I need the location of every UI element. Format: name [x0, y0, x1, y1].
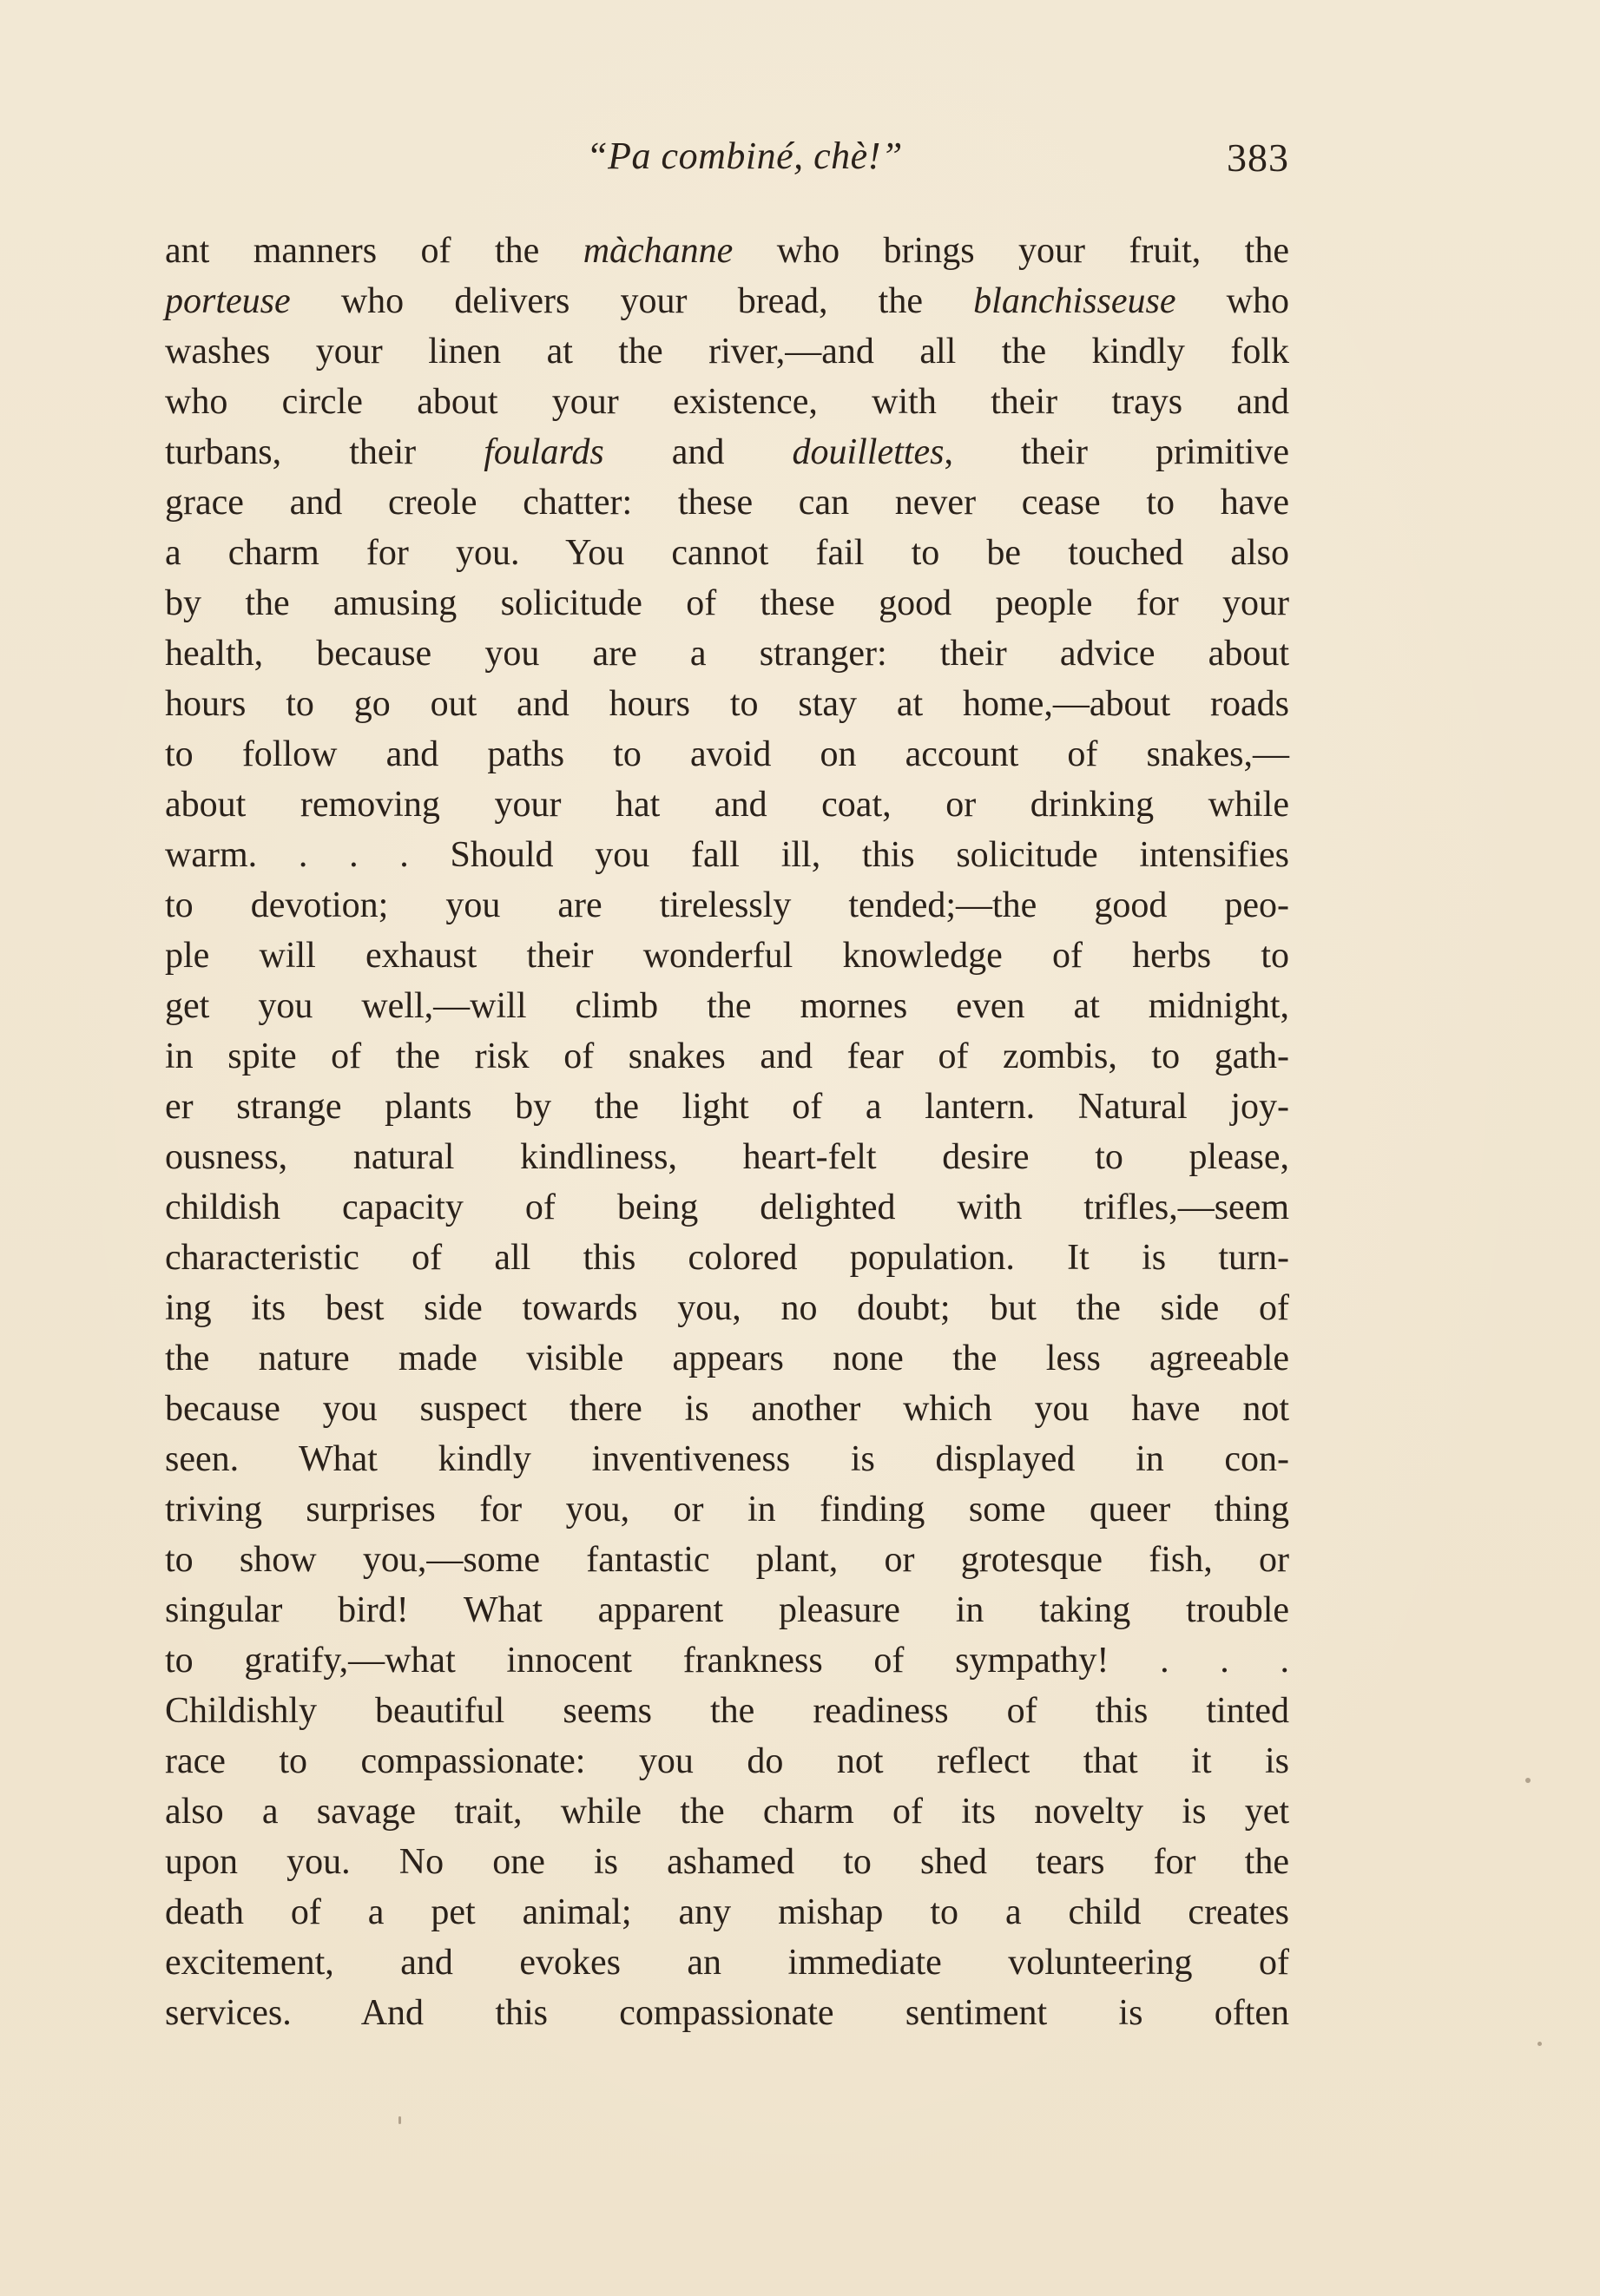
- running-title: “Pa combiné, chè!”: [586, 135, 903, 177]
- text-segment: in spite of the risk of snakes and fear of zombis, to gath-: [165, 1036, 1289, 1076]
- text-line: [165, 528, 1289, 578]
- text-segment: seen. What kindly inventiveness is displayed in con-: [165, 1439, 1289, 1479]
- text-segment: health, because you are a stranger: their advice about: [165, 634, 1289, 674]
- paper-speck: [1525, 1778, 1531, 1783]
- text-line: [165, 1132, 1289, 1182]
- text-segment: ousness, natural kindliness, heart-felt desire to please,: [165, 1137, 1289, 1177]
- text-segment: the nature made visible appears none the less agreeable: [165, 1339, 1289, 1378]
- text-line: [165, 226, 1289, 276]
- text-line: [165, 1031, 1289, 1082]
- italic-term: douillettes: [792, 432, 945, 472]
- text-segment: services. And this compassionate sentiment is often: [165, 1993, 1289, 2033]
- text-line: [165, 578, 1289, 628]
- italic-term: blanchisseuse: [973, 281, 1176, 321]
- text-segment: , their primitive: [944, 432, 1289, 472]
- text-segment: and: [603, 432, 793, 472]
- italic-term: màchanne: [583, 231, 734, 271]
- text-segment: turbans, their: [165, 432, 484, 472]
- text-segment: washes your linen at the river,—and all the kindly folk: [165, 332, 1289, 372]
- text-line: [165, 830, 1289, 880]
- text-segment: who circle about your existence, with their trays and: [165, 382, 1289, 422]
- text-line: [165, 326, 1289, 377]
- text-segment: who delivers your bread, the: [290, 281, 974, 321]
- text-segment: a charm for you. You cannot fail to be touched also: [165, 533, 1289, 573]
- text-segment: death of a pet animal; any mishap to a child creates: [165, 1892, 1289, 1932]
- text-segment: singular bird! What apparent pleasure in taking trouble: [165, 1590, 1289, 1630]
- text-line: [165, 1233, 1289, 1283]
- text-line: [165, 1585, 1289, 1635]
- text-segment: er strange plants by the light of a lantern. Natural joy-: [165, 1087, 1289, 1127]
- text-segment: warm. . . . Should you fall ill, this solicitude intensifies: [165, 835, 1289, 875]
- text-line: [165, 880, 1289, 931]
- text-line: [165, 276, 1289, 326]
- text-segment: childish capacity of being delighted with trifles,—seem: [165, 1187, 1289, 1227]
- text-line: [165, 1283, 1289, 1333]
- text-line: [165, 1736, 1289, 1786]
- text-segment: race to compassionate: you do not reflect that it is: [165, 1741, 1289, 1781]
- text-segment: who brings your fruit, the: [733, 231, 1289, 271]
- paper-speck: [1537, 2042, 1542, 2046]
- text-line: [165, 628, 1289, 679]
- text-line: [165, 1535, 1289, 1585]
- text-segment: who: [1175, 281, 1289, 321]
- text-segment: excitement, and evokes an immediate volunteering of: [165, 1943, 1289, 1983]
- text-line: [165, 931, 1289, 981]
- text-line: [165, 1082, 1289, 1132]
- text-segment: to follow and paths to avoid on account of snakes,—: [165, 734, 1289, 774]
- text-line: [165, 1837, 1289, 1887]
- text-segment: grace and creole chatter: these can never cease to have: [165, 483, 1289, 523]
- text-line: [165, 1988, 1289, 2038]
- text-line: [165, 1182, 1289, 1233]
- text-segment: ant manners of the: [165, 231, 583, 271]
- text-line: [165, 1786, 1289, 1837]
- italic-term: porteuse: [165, 281, 291, 321]
- text-segment: upon you. No one is ashamed to shed tears for the: [165, 1842, 1289, 1882]
- text-segment: ing its best side towards you, no doubt; but the side of: [165, 1288, 1289, 1328]
- text-segment: get you well,—will climb the mornes even at midnight,: [165, 986, 1289, 1026]
- text-segment: Childishly beautiful seems the readiness of this tinted: [165, 1691, 1289, 1731]
- text-line: [165, 1887, 1289, 1937]
- text-line: [165, 1686, 1289, 1736]
- text-segment: also a savage trait, while the charm of its novelty is yet: [165, 1792, 1289, 1832]
- text-line: [165, 679, 1289, 729]
- running-head: [165, 130, 1289, 191]
- text-line: [165, 427, 1289, 477]
- text-line: [165, 377, 1289, 427]
- text-line: [165, 1937, 1289, 1988]
- text-segment: ple will exhaust their wonderful knowledge of herbs to: [165, 936, 1289, 976]
- text-line: [165, 1333, 1289, 1384]
- text-segment: characteristic of all this colored population. It is turn-: [165, 1238, 1289, 1278]
- page-number: 383: [1227, 135, 1289, 180]
- paper-speck: [398, 2116, 401, 2124]
- body-text: [165, 226, 1289, 2038]
- text-segment: to devotion; you are tirelessly tended;—the good peo-: [165, 885, 1289, 925]
- italic-term: foulards: [484, 432, 604, 472]
- text-segment: by the amusing solicitude of these good people for your: [165, 583, 1289, 623]
- text-segment: about removing your hat and coat, or drinking while: [165, 785, 1289, 825]
- text-line: [165, 1635, 1289, 1686]
- text-line: [165, 780, 1289, 830]
- text-segment: triving surprises for you, or in finding some queer thing: [165, 1490, 1289, 1530]
- text-line: [165, 477, 1289, 528]
- text-line: [165, 1484, 1289, 1535]
- text-segment: to gratify,—what innocent frankness of sympathy! . . .: [165, 1641, 1289, 1681]
- text-segment: to show you,—some fantastic plant, or grotesque fish, or: [165, 1540, 1289, 1580]
- text-line: [165, 1434, 1289, 1484]
- text-line: [165, 729, 1289, 780]
- text-segment: because you suspect there is another which you have not: [165, 1389, 1289, 1429]
- text-segment: hours to go out and hours to stay at home,—about roads: [165, 684, 1289, 724]
- text-line: [165, 1384, 1289, 1434]
- text-line: [165, 981, 1289, 1031]
